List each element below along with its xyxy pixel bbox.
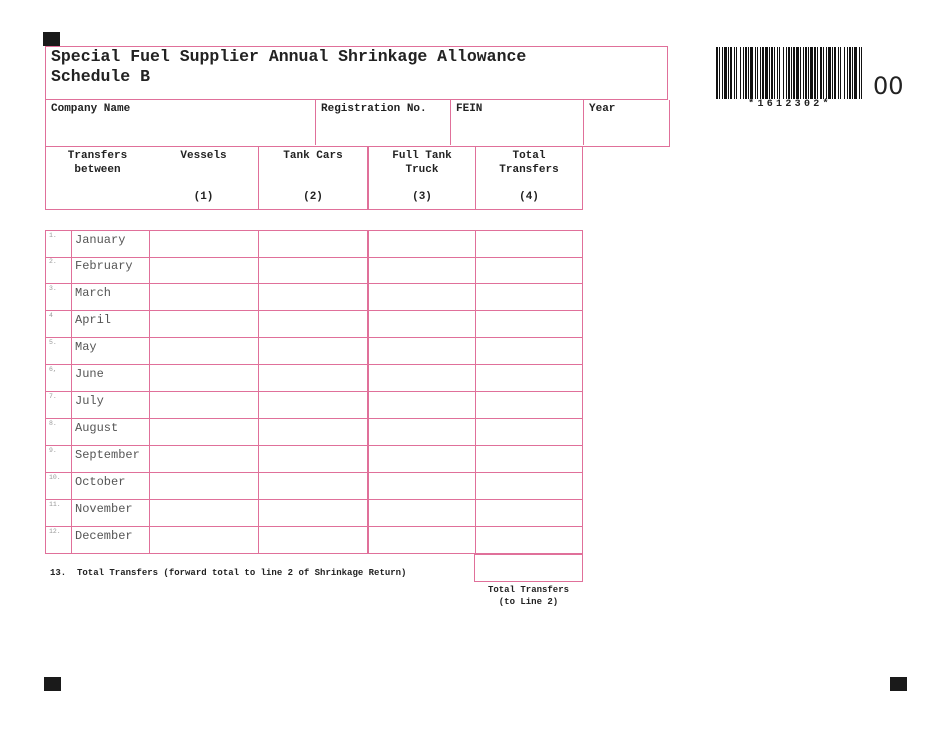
month-label: June [75, 367, 104, 381]
row-number: 9. [49, 447, 57, 454]
barcode-bar [838, 47, 839, 99]
vessels-input[interactable] [149, 446, 258, 473]
barcode-icon [716, 47, 864, 99]
tank-cars-input[interactable] [258, 365, 367, 392]
barcode-bar [774, 47, 775, 99]
barcode-bar [743, 47, 744, 99]
barcode-bar [719, 47, 720, 99]
barcode-bar [786, 47, 787, 99]
header-total-transfers-number: (4) [519, 191, 539, 203]
total-transfers-input[interactable] [475, 284, 583, 311]
header-vessels [149, 147, 258, 210]
month-label: May [75, 340, 97, 354]
barcode-bar [736, 47, 737, 99]
row-divider [71, 311, 72, 338]
table-row [45, 446, 583, 473]
vessels-input[interactable] [149, 311, 258, 338]
tank-cars-input[interactable] [258, 473, 367, 500]
total-transfers-input[interactable] [475, 311, 583, 338]
total-transfers-caption: Total Transfers (to Line 2) [487, 585, 569, 607]
barcode-bar [805, 47, 807, 99]
table-row [45, 257, 583, 284]
table-row [45, 230, 583, 258]
registration-no-field[interactable] [316, 100, 451, 145]
row-divider [71, 231, 72, 258]
full-tank-truck-input[interactable] [367, 257, 475, 284]
header-transfers-between-label: Transfers between [67, 150, 128, 176]
month-label: October [75, 475, 126, 489]
line-13-label: 13. Total Transfers (forward total to line 2 of Shrinkage Return) [50, 568, 407, 578]
header-vessels-label: Vessels [180, 150, 227, 162]
total-transfers-input[interactable] [474, 554, 583, 582]
fein-label: FEIN [456, 103, 483, 115]
barcode-bar [724, 47, 727, 99]
header-total-transfers-label: Total Transfers [499, 150, 559, 176]
tank-cars-input[interactable] [258, 500, 367, 527]
row-divider [71, 257, 72, 284]
registration-no-label: Registration No. [321, 103, 427, 115]
barcode-bar [791, 47, 792, 99]
total-transfers-input[interactable] [475, 527, 583, 554]
barcode-bar [834, 47, 836, 99]
month-label: March [75, 286, 112, 300]
row-number: 10. [49, 474, 61, 481]
registration-mark-bottom-left [44, 677, 61, 691]
barcode-bar [716, 47, 718, 99]
barcode-bar [844, 47, 845, 99]
full-tank-truck-input[interactable] [367, 284, 475, 311]
barcode-bar [820, 47, 822, 99]
tank-cars-input[interactable] [258, 231, 367, 258]
barcode-bar [840, 47, 841, 99]
row-label-cell [45, 311, 149, 338]
row-label-cell [45, 500, 149, 527]
column-headers [45, 147, 583, 211]
full-tank-truck-input[interactable] [367, 365, 475, 392]
row-label-cell [45, 527, 149, 554]
barcode-bar [777, 47, 778, 99]
barcode-bar [808, 47, 809, 99]
vessels-input[interactable] [149, 500, 258, 527]
barcode-bar [750, 47, 753, 99]
barcode-bar [793, 47, 795, 99]
row-divider [71, 500, 72, 527]
tank-cars-input[interactable] [258, 446, 367, 473]
barcode-bar [852, 47, 853, 99]
full-tank-truck-input[interactable] [367, 446, 475, 473]
row-number: 11. [49, 501, 61, 508]
row-number: 5. [49, 339, 57, 346]
row-label-cell [45, 257, 149, 284]
barcode-bar [854, 47, 857, 99]
table-row [45, 311, 583, 338]
tank-cars-input[interactable] [258, 419, 367, 446]
barcode-bar [783, 47, 784, 99]
row-label-cell [45, 338, 149, 365]
full-tank-truck-input[interactable] [367, 500, 475, 527]
vessels-input[interactable] [149, 231, 258, 258]
barcode-bar [849, 47, 851, 99]
header-tank-cars-label: Tank Cars [283, 150, 343, 162]
vessels-input[interactable] [149, 392, 258, 419]
row-label-cell [45, 419, 149, 446]
table-row [45, 419, 583, 446]
full-tank-truck-input[interactable] [367, 527, 475, 554]
tank-cars-input[interactable] [258, 257, 367, 284]
barcode-bar [748, 47, 749, 99]
month-label: July [75, 394, 104, 408]
table-row [45, 284, 583, 311]
barcode-bar [861, 47, 862, 99]
total-transfers-input[interactable] [475, 392, 583, 419]
row-divider [71, 527, 72, 554]
total-transfers-input[interactable] [475, 365, 583, 392]
month-label: January [75, 233, 126, 247]
header-full-tank-truck [367, 147, 475, 210]
row-number: 8. [49, 420, 57, 427]
barcode-bar [740, 47, 741, 99]
barcode-bar [762, 47, 764, 99]
company-name-field[interactable] [46, 100, 316, 145]
month-label: December [75, 529, 133, 543]
form-number: 00 [873, 72, 904, 100]
barcode-bar [745, 47, 747, 99]
row-label-cell [45, 392, 149, 419]
table-row [45, 473, 583, 500]
row-number: 6, [49, 366, 57, 373]
barcode-bar [730, 47, 732, 99]
row-label-cell [45, 473, 149, 500]
barcode-bar [859, 47, 860, 99]
total-transfers-input[interactable] [475, 500, 583, 527]
full-tank-truck-input[interactable] [367, 419, 475, 446]
full-tank-truck-input[interactable] [367, 473, 475, 500]
row-label-cell [45, 365, 149, 392]
barcode-bar [847, 47, 848, 99]
table-row [45, 338, 583, 365]
registration-mark-bottom-right [890, 677, 907, 691]
total-transfers-input[interactable] [475, 338, 583, 365]
table-row [45, 392, 583, 419]
barcode-bar [814, 47, 816, 99]
tank-cars-input[interactable] [258, 311, 367, 338]
registration-mark-top-left [43, 32, 60, 46]
barcode-bar [803, 47, 804, 99]
total-transfers-input[interactable] [475, 257, 583, 284]
full-tank-truck-input[interactable] [367, 338, 475, 365]
month-label: February [75, 259, 133, 273]
row-number: 3. [49, 285, 57, 292]
header-vessels-number: (1) [193, 191, 214, 203]
row-label-cell [45, 231, 149, 258]
row-divider [71, 419, 72, 446]
row-number: 7. [49, 393, 57, 400]
header-full-tank-truck-label: Full Tank Truck [392, 150, 452, 176]
barcode-bar [817, 47, 818, 99]
header-tank-cars [258, 147, 367, 210]
full-tank-truck-input[interactable] [367, 392, 475, 419]
barcode-bar [826, 47, 827, 99]
tank-cars-input[interactable] [258, 392, 367, 419]
row-number: 12. [49, 528, 61, 535]
row-divider [71, 473, 72, 500]
company-name-label: Company Name [51, 103, 131, 115]
total-transfers-input[interactable] [475, 473, 583, 500]
total-transfers-input[interactable] [475, 419, 583, 446]
header-tank-cars-number: (2) [303, 191, 323, 203]
barcode-bar [796, 47, 799, 99]
barcode-text: *1612302* [748, 99, 832, 110]
barcode-bar [832, 47, 833, 99]
vessels-input[interactable] [149, 473, 258, 500]
form-title: Special Fuel Supplier Annual Shrinkage Allowance Schedule B [51, 47, 527, 86]
month-label: April [75, 313, 112, 327]
barcode-bar [734, 47, 735, 99]
table-row [45, 500, 583, 527]
year-field[interactable] [584, 100, 670, 145]
year-label: Year [589, 103, 616, 115]
barcode-bar [810, 47, 813, 99]
row-number: 1. [49, 232, 57, 239]
barcode-bar [779, 47, 780, 99]
row-divider [71, 365, 72, 392]
barcode-bar [765, 47, 768, 99]
header-full-tank-truck-number: (3) [412, 191, 432, 203]
tank-cars-input[interactable] [258, 527, 367, 554]
barcode-bar [828, 47, 831, 99]
barcode-bar [788, 47, 790, 99]
vessels-input[interactable] [149, 338, 258, 365]
barcode-bar [755, 47, 756, 99]
month-label: August [75, 421, 119, 435]
row-divider [71, 338, 72, 365]
header-total-transfers [475, 147, 583, 210]
barcode-bar [771, 47, 773, 99]
total-transfers-input[interactable] [475, 231, 583, 258]
barcode-bar [800, 47, 801, 99]
vessels-input[interactable] [149, 527, 258, 554]
row-divider [71, 284, 72, 311]
vessels-input[interactable] [149, 284, 258, 311]
barcode-bar [823, 47, 824, 99]
full-tank-truck-input[interactable] [367, 311, 475, 338]
info-row [45, 100, 670, 147]
row-label-cell [45, 284, 149, 311]
barcode-bar [722, 47, 723, 99]
full-tank-truck-input[interactable] [367, 231, 475, 258]
header-transfers-between [45, 147, 149, 210]
barcode-bar [760, 47, 761, 99]
row-number: 2. [49, 258, 57, 265]
row-divider [71, 446, 72, 473]
barcode-bar [769, 47, 770, 99]
barcode-bar [728, 47, 729, 99]
fein-field[interactable] [451, 100, 584, 145]
vessels-input[interactable] [149, 419, 258, 446]
tank-cars-input[interactable] [258, 338, 367, 365]
vessels-input[interactable] [149, 365, 258, 392]
row-number: 4 [49, 312, 53, 319]
table-row [45, 365, 583, 392]
row-label-cell [45, 446, 149, 473]
vessels-input[interactable] [149, 257, 258, 284]
month-label: November [75, 502, 133, 516]
table-row [45, 527, 583, 554]
barcode-bar [757, 47, 758, 99]
row-divider [71, 392, 72, 419]
tank-cars-input[interactable] [258, 284, 367, 311]
month-label: September [75, 448, 140, 462]
total-transfers-input[interactable] [475, 446, 583, 473]
